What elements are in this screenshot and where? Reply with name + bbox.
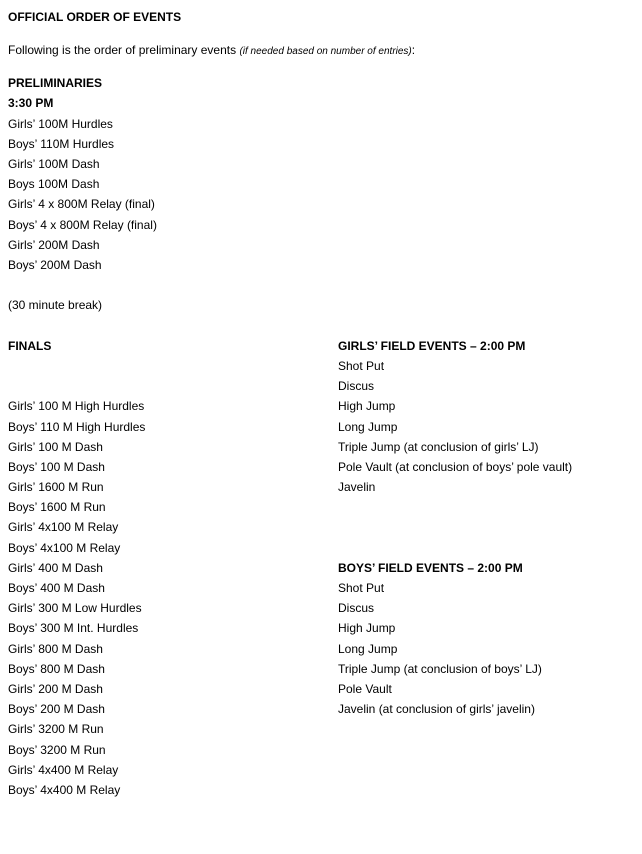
finals-event: Girls’ 1600 M Run [8,480,104,494]
girls-field-event: Javelin [338,480,376,494]
finals-event: Boys’ 4x100 M Relay [8,541,121,555]
finals-event: Girls’ 100 M High Hurdles [8,399,145,413]
girls-field-event: Triple Jump (at conclusion of girls’ LJ) [338,440,539,454]
prelim-event: Boys’ 4 x 800M Relay (final) [8,218,157,232]
girls-field-heading: GIRLS’ FIELD EVENTS – 2:00 PM [338,339,526,353]
girls-field-event: High Jump [338,399,396,413]
girls-field-event: Shot Put [338,359,385,373]
prelim-event: Boys’ 110M Hurdles [8,137,115,151]
finals-event: Girls’ 4x100 M Relay [8,520,119,534]
intro-note: (if needed based on number of entries) [239,46,412,57]
boys-field-event: Discus [338,601,375,615]
boys-field-event: Long Jump [338,642,398,656]
prelim-event: Girls’ 4 x 800M Relay (final) [8,197,155,211]
boys-field-heading: BOYS’ FIELD EVENTS – 2:00 PM [338,561,523,575]
preliminaries-time: 3:30 PM [8,96,54,110]
prelim-event: Girls’ 200M Dash [8,238,100,252]
finals-event: Boys’ 4x400 M Relay [8,783,121,797]
intro-suffix: : [411,43,416,57]
girls-field-event: Long Jump [338,420,398,434]
finals-event: Boys’ 300 M Int. Hurdles [8,621,139,635]
intro-paragraph [8,43,415,59]
finals-event: Girls’ 400 M Dash [8,561,103,575]
finals-event: Boys’ 800 M Dash [8,662,105,676]
boys-field-event: Pole Vault [338,682,392,696]
finals-event: Girls’ 3200 M Run [8,722,104,736]
prelim-event: Boys 100M Dash [8,177,100,191]
prelim-event: Girls’ 100M Dash [8,157,100,171]
break-note: (30 minute break) [8,298,103,312]
prelim-event: Boys’ 200M Dash [8,258,102,272]
finals-event: Girls’ 200 M Dash [8,682,103,696]
finals-event: Girls’ 4x400 M Relay [8,763,119,777]
girls-field-event: Pole Vault (at conclusion of boys’ pole vault) [338,460,573,474]
preliminaries-heading: PRELIMINARIES [8,76,103,90]
finals-event: Boys’ 400 M Dash [8,581,105,595]
finals-event: Boys’ 3200 M Run [8,743,106,757]
finals-event: Boys’ 1600 M Run [8,500,106,514]
boys-field-event: Triple Jump (at conclusion of boys’ LJ) [338,662,542,676]
finals-event: Boys’ 200 M Dash [8,702,105,716]
finals-event: Boys’ 110 M High Hurdles [8,420,146,434]
finals-event: Girls’ 800 M Dash [8,642,103,656]
finals-event: Girls’ 100 M Dash [8,440,103,454]
intro-text: Following is the order of preliminary events [8,43,240,57]
girls-field-event: Discus [338,379,375,393]
boys-field-event: High Jump [338,621,396,635]
boys-field-event: Shot Put [338,581,385,595]
boys-field-event: Javelin (at conclusion of girls’ javelin) [338,702,535,716]
finals-event: Boys’ 100 M Dash [8,460,105,474]
document-title: OFFICIAL ORDER OF EVENTS [8,10,182,24]
prelim-event: Girls’ 100M Hurdles [8,117,113,131]
finals-event: Girls’ 300 M Low Hurdles [8,601,142,615]
finals-heading: FINALS [8,339,52,353]
